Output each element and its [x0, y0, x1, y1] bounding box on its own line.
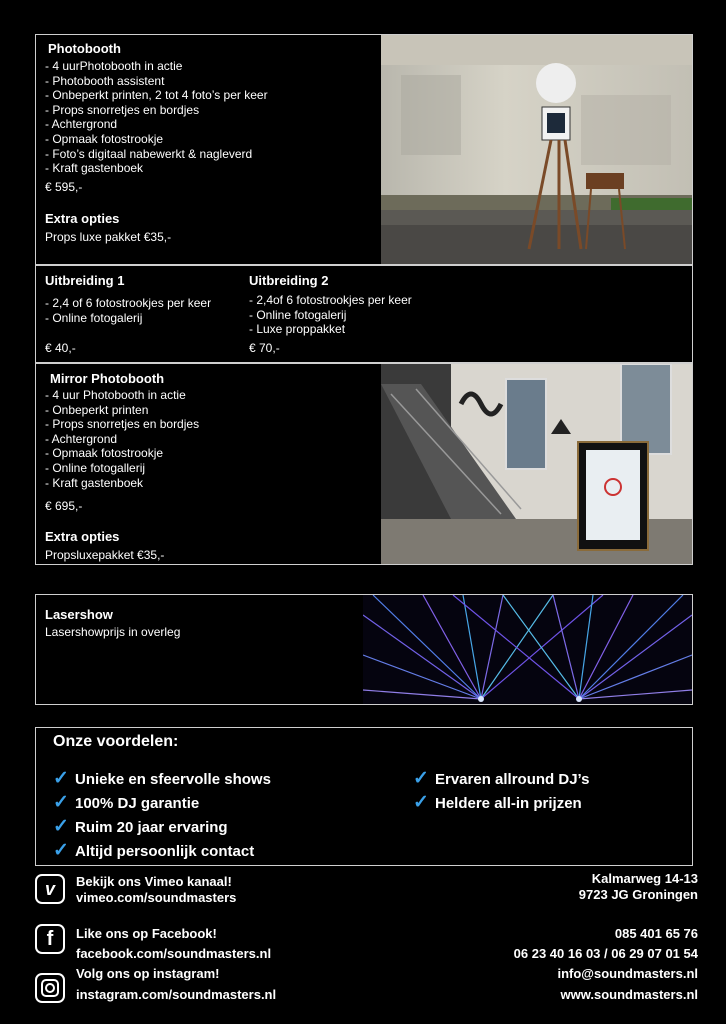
list-item: - Achtergrond — [45, 117, 118, 132]
list-item: ✓ Ruim 20 jaar ervaring — [53, 816, 228, 837]
instagram-icon[interactable] — [35, 973, 65, 1003]
uitbreiding2-list — [249, 293, 412, 337]
list-item: - 2,4of 6 fotostrookjes per keer — [249, 293, 412, 307]
facebook-text-1: Like ons op Facebook! — [76, 926, 217, 941]
contact-phone[interactable]: 085 401 65 76 — [614, 926, 698, 941]
mirror-extra-title: Extra opties — [45, 529, 120, 544]
check-icon: ✓ — [53, 768, 69, 789]
vimeo-text-1: Bekijk ons Vimeo kanaal! — [76, 874, 232, 889]
check-icon: ✓ — [413, 792, 429, 813]
list-item: - Props snorretjes en bordjes — [45, 417, 200, 432]
list-item: ✓ 100% DJ garantie — [53, 792, 200, 813]
list-item: - Opmaak fotostrookje — [45, 446, 164, 461]
list-item: - Foto’s digitaal nabewerkt & nagleverd — [45, 146, 253, 161]
list-item: - 2,4 of 6 fotostrookjes per keer — [45, 296, 212, 310]
voordelen-title: Onze voordelen: — [53, 733, 179, 750]
list-item: ✓ Altijd persoonlijk contact — [53, 840, 255, 861]
contact-city: 9723 JG Groningen — [578, 887, 698, 902]
list-item: - Achtergrond — [45, 431, 118, 446]
photobooth-list — [45, 59, 268, 176]
list-item: ✓ Ervaren allround DJ’s — [413, 768, 590, 789]
list-item: - Kraft gastenboek — [45, 475, 144, 490]
uitbreiding2-title: Uitbreiding 2 — [249, 273, 329, 288]
list-item: - Props snorretjes en bordjes — [45, 102, 200, 117]
instagram-link[interactable]: instagram.com/soundmasters.nl — [76, 987, 277, 1002]
contact-web[interactable]: www.soundmasters.nl — [560, 987, 698, 1002]
voordelen-right-list — [413, 767, 590, 815]
photobooth-extra-title: Extra opties — [45, 211, 120, 226]
mirror-list — [45, 388, 199, 490]
list-item: - Online fotogalerij — [249, 307, 347, 322]
uitbreiding1-title: Uitbreiding 1 — [45, 273, 125, 288]
facebook-link[interactable]: facebook.com/soundmasters.nl — [76, 946, 272, 961]
list-item: - Luxe proppakket — [249, 322, 346, 337]
uitbreiding1-price: € 40,- — [45, 341, 76, 355]
vimeo-link[interactable]: vimeo.com/soundmasters — [76, 890, 237, 905]
list-item: - Online fotogallerij — [45, 460, 146, 475]
list-item: ✓ Heldere all-in prijzen — [413, 792, 582, 813]
photobooth-title: Photobooth — [48, 41, 121, 56]
mirror-title: Mirror Photobooth — [50, 371, 165, 386]
list-item: - 4 uurPhotobooth in actie — [45, 59, 183, 73]
instagram-text-1: Volg ons op instagram! — [76, 966, 220, 981]
check-icon: ✓ — [53, 816, 69, 837]
contact-street: Kalmarweg 14-13 — [591, 871, 698, 886]
vimeo-icon[interactable]: v — [35, 874, 65, 904]
list-item: - Online fotogalerij — [45, 310, 143, 325]
list-item: - Onbeperkt printen — [45, 402, 149, 417]
mirror-price: € 695,- — [45, 499, 83, 513]
facebook-icon[interactable]: f — [35, 924, 65, 954]
list-item: - Onbeperkt printen, 2 tot 4 foto’s per keer — [45, 88, 268, 103]
mirror-extra-text: Propsluxepakket €35,- — [45, 548, 165, 562]
lasershow-text: Lasershowprijs in overleg — [45, 625, 181, 639]
check-icon: ✓ — [53, 840, 69, 861]
uitbreiding2-price: € 70,- — [249, 341, 280, 355]
contact-mobile[interactable]: 06 23 40 16 03 / 06 29 07 01 54 — [513, 946, 698, 961]
uitbreiding1-list — [45, 296, 211, 325]
photobooth-price: € 595,- — [45, 180, 83, 194]
check-icon: ✓ — [53, 792, 69, 813]
list-item: ✓ Unieke en sfeervolle shows — [53, 768, 271, 789]
lasershow-title: Lasershow — [45, 607, 113, 622]
check-icon: ✓ — [413, 768, 429, 789]
list-item: - Photobooth assistent — [45, 73, 165, 88]
photobooth-extra-text: Props luxe pakket €35,- — [45, 230, 172, 244]
photobooth-photo — [381, 35, 692, 264]
list-item: - Opmaak fotostrookje — [45, 131, 164, 146]
lasershow-photo — [363, 595, 692, 704]
list-item: - 4 uur Photobooth in actie — [45, 388, 186, 402]
contact-email[interactable]: info@soundmasters.nl — [557, 966, 698, 981]
list-item: - Kraft gastenboek — [45, 161, 144, 176]
voordelen-left-list — [53, 767, 271, 863]
mirror-photo — [381, 364, 692, 564]
